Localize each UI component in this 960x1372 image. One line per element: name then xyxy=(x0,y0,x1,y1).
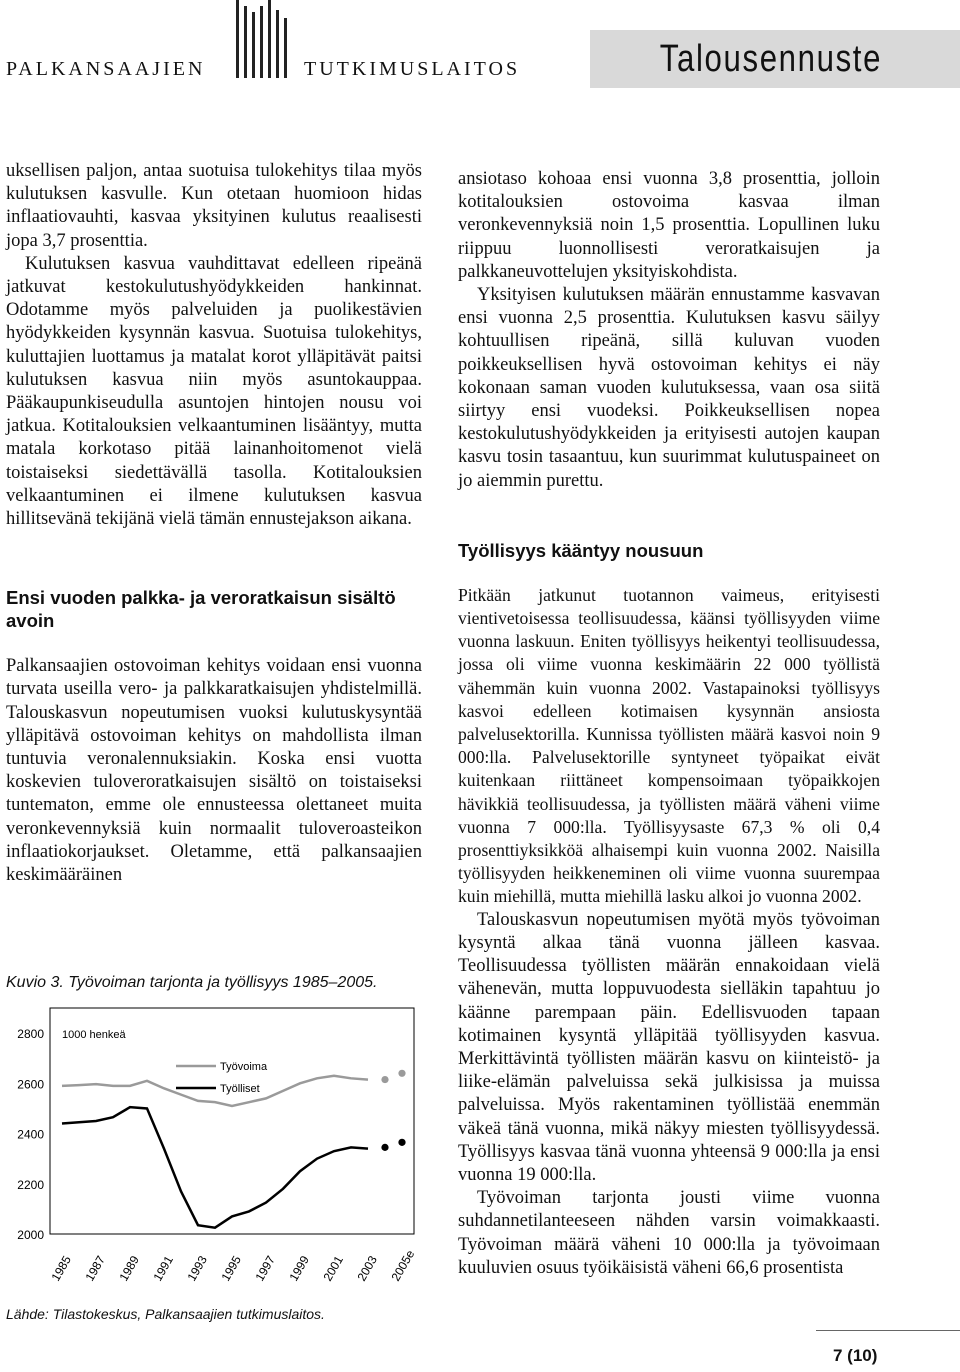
paragraph: Yksityisen kulutuksen määrän ennustamme kasvavan ensi vuonna 2,5 prosenttia. Kulutuksen kasvu säilyy kohtuullisen ripeänä, sillä kuluvan vuoden poikkeuksellisen hyvä ostovoiman kehitys ei näy kokonaan saman vuoden kulutuksessa, vaan osa siitä siirtyy ensi vuodeksi. Poikkeuksellisen nopea kestokulutushyödykkeiden ja erityisesti autojen kaupan kasvu tosin tasaantuu, kun suurimmat kulutuspaineet on jo aiemmin purettu. xyxy=(458,285,880,491)
footer-divider xyxy=(816,1330,960,1331)
paragraph: Pitkään jatkunut tuotannon vaimeus, erityisesti vientivetoisessa teollisuudessa, käänsi työllisyyden viime vuonna laskuun. Eniten työllisyys heikentyi teollisuudessa, jossa oli viime vuonna keskimäärin 22 000 työllistä vähemmän kuin vuonna 2002. Vastapainoksi työllisyys kasvoi edelleen kotimaisen kysynnän ansiosta palvelusektorilla. Kunnissa työllisten määrä kasvoi noin 9 000:lla. Palvelusektorille syntyneet työpaikat eivät kuitenkaan riittäneet kompensoimaan työpaikkojen hävikkiä teollisuudessa, ja työllisten määrä väheni viime vuonna 7 000:lla. Työllisyysaste 67,3 % oli 0,4 prosenttiyksikköä alhaisempi kuin vuonna 2002. Naisilla työllisyyden heikkeneminen oli viime vuonna suurempaa kuin miehillä, mutta miehillä lasku alkoi jo vuonna 2002. xyxy=(458,584,880,907)
org-name-right: TUTKIMUSLAITOS xyxy=(304,58,521,80)
x-tick-label: 1989 xyxy=(116,1253,142,1284)
series-line-tyovoima xyxy=(62,1076,368,1106)
y-tick-label: 2200 xyxy=(17,1177,44,1192)
right-column xyxy=(458,168,880,1280)
paragraph: Työvoiman tarjonta jousti viime vuonna suhdannetilanteeseen nähden varsin voimakkaasti. Työvoiman määrä väheni 10 000:lla ja työvoimaan kuuluvien osuus työikäisistä väheni 66,6 prosentista xyxy=(458,1188,880,1278)
publication-title-box xyxy=(590,30,960,88)
publication-title: Talousennuste xyxy=(659,38,882,80)
y-tick-label: 2600 xyxy=(17,1077,44,1092)
paragraph: Palkansaajien ostovoiman kehitys voidaan ensi vuonna turvata useilla vero- ja palkkaratkaisujen yhdistelmillä. Talouskasvun nopeutumisen vuoksi kulutuskysyntää ylläpitävä ostovoiman kehitys on mahdollista ilman tuntuvia veronalennuksiakin. Koska ensi vuotta koskevien tuloveroratkaisujen sisältö on toistaiseksi tuntematon, emme ole ennusteessa olettaneet muita veronkevennyksiä kuin normaalit tuloveroasteikon inflaatiokorjaukset. Oletamme, että palkansaajien keskimääräinen xyxy=(6,656,422,886)
x-tick-label: 2003 xyxy=(354,1253,380,1284)
figure-caption: Kuvio 3. Työvoiman tarjonta ja työllisyys 1985–2005. xyxy=(6,974,378,991)
org-name-left: PALKANSAAJIEN xyxy=(6,58,206,80)
y-tick-label: 2400 xyxy=(17,1127,44,1142)
x-tick-label: 1993 xyxy=(184,1253,210,1284)
employment-chart xyxy=(6,1002,422,1302)
x-tick-label: 2001 xyxy=(320,1253,346,1284)
plot-frame xyxy=(50,1008,414,1234)
y-tick-label: 2000 xyxy=(17,1228,44,1242)
y-tick-label: 2800 xyxy=(17,1027,44,1042)
forecast-point xyxy=(381,1076,388,1083)
series-line-tyolliset xyxy=(62,1107,368,1228)
forecast-point xyxy=(398,1139,405,1146)
paragraph: ansiotaso kohoaa ensi vuonna 3,8 prosenttia, jolloin kotitalouksien ostovoima kasvaa ilman veronkevennyksiä noin 1,5 prosenttia. Lopullinen luku riippuu luonnollisesti veroratkaisujen ja palkkaneuvottelujen yksityiskohdista. xyxy=(458,169,880,282)
section-heading: Ensi vuoden palkka- ja veroratkaisun sisältö avoin xyxy=(6,587,396,632)
forecast-point xyxy=(381,1144,388,1151)
paragraph: Talouskasvun nopeutumisen myötä myös työvoiman kysyntä alkaa tänä vuonna jälleen kasvaa. Teollisuudessa työllisten määrän ennakoidaan vielä vähenevän, mutta loppuvuodesta sielläkin tapahtuu jo käänne parempaan päin. Edellisvuoden tapaan kotimainen kysyntä ylläpitää työllisyyden kasvua. Merkittävintä työllisten määrän kasvu on kiinteistö- ja liike-elämän palveluissa sekä julkisissa ja muissa palveluissa. Myös rakentaminen työllistää enemmän väkeä tänä vuonna, mikä näkyy miesten työllisyydessä. Työllisyys kasvaa tänä vuonna yhteensä 9 000:lla ja ensi vuonna 19 000:lla. xyxy=(458,909,880,1185)
unit-label: 1000 henkeä xyxy=(62,1029,126,1041)
paragraph: Kulutuksen kasvua vauhdittavat edelleen ripeänä jatkuvat kestokulutushyödykkeiden hankinnat. Odotamme myös palveluiden ja puolikestävien hyödykkeiden kysynnän kasvua. Suotuisa tulokehitys, kuluttajien luottamus ja matalat korot ylläpitävät paitsi kulutuksen kasvua niin myös asuntokauppaa. Pääkaupunkiseudulla asuntojen hintojen nousu voi jatkua. Kotitalouksien velkaantuminen lisääntyy, mutta matala korkotaso pitää lainanhoitomenot vielä toistaiseksi siedettävällä tasolla. Kotitalouksien velkaantuminen ei ilmene kulutuksen kasvua hillitsevänä tekijänä vielä tämän ennustejakson aikana. xyxy=(6,253,422,530)
x-tick-label: 1997 xyxy=(252,1253,278,1284)
forecast-point xyxy=(398,1070,405,1077)
page-number: 7 (10) xyxy=(833,1346,878,1365)
logo-icon xyxy=(236,0,294,86)
left-column xyxy=(6,160,422,887)
x-tick-label: 1999 xyxy=(286,1253,312,1284)
x-tick-label: 1987 xyxy=(82,1253,108,1284)
figure-source: Lähde: Tilastokeskus, Palkansaajien tutkimuslaitos. xyxy=(6,1306,325,1322)
section-heading: Työllisyys kääntyy nousuun xyxy=(458,539,704,561)
x-tick-label: 1991 xyxy=(150,1253,176,1284)
x-tick-label: 2005e xyxy=(388,1247,418,1284)
legend-label: Työvoima xyxy=(220,1061,268,1073)
x-tick-label: 1995 xyxy=(218,1253,244,1284)
paragraph: uksellisen paljon, antaa suotuisa tulokehitys tilaa myös kulutuksen kasvulle. Kun otetaan huomioon hidas inflaatiovauhti, kasvaa yksityinen kulutus reaalisesti jopa 3,7 prosenttia. xyxy=(6,161,422,251)
legend-label: Työlliset xyxy=(220,1083,260,1095)
x-tick-label: 1985 xyxy=(48,1253,74,1284)
